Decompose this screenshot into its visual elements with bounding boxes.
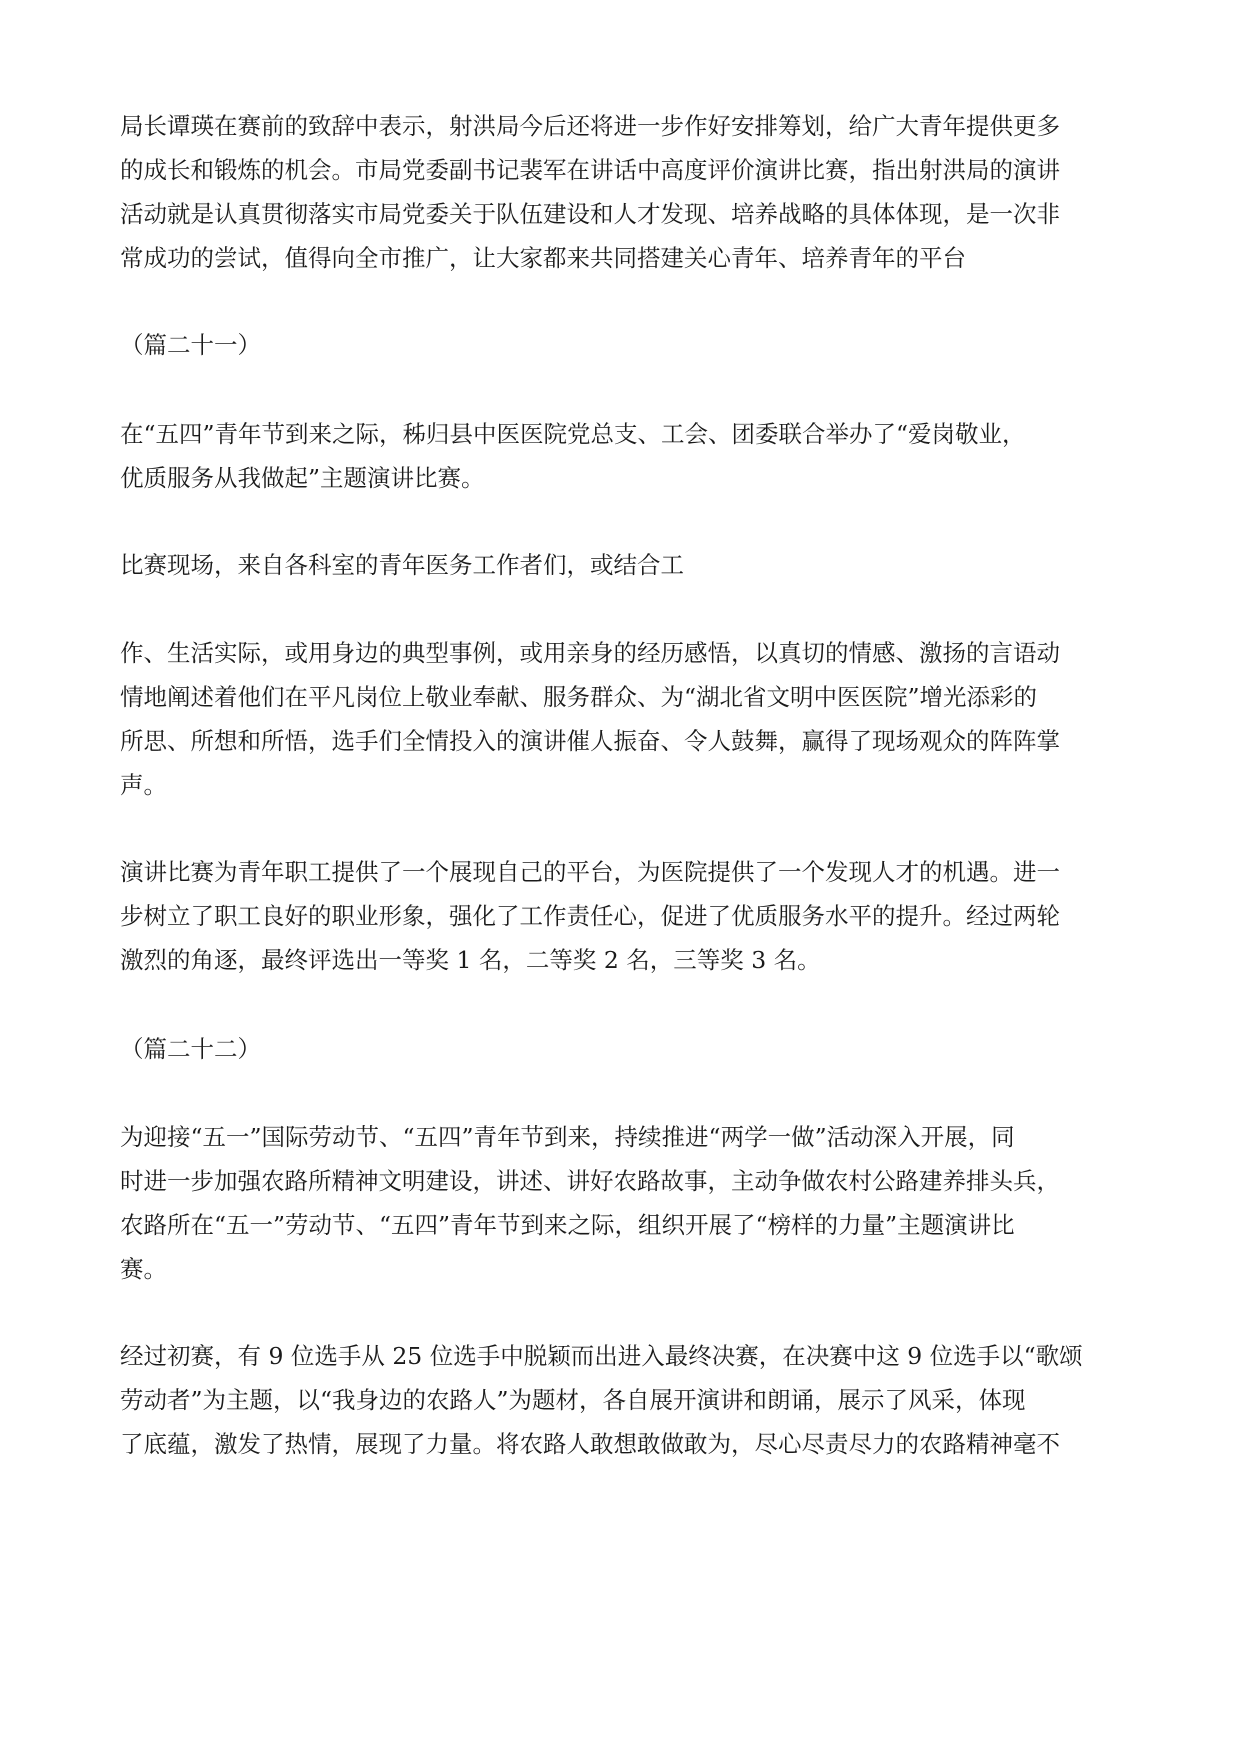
text-line: 常成功的尝试，值得向全市推广，让大家都来共同搭建关心青年、培养青年的平台	[120, 244, 966, 272]
section-heading-22	[120, 1027, 261, 1071]
paragraph-contest-scene	[120, 543, 1124, 587]
heading-text: （篇二十二）	[120, 1035, 261, 1063]
text-line: 步树立了职工良好的职业形象，强化了工作责任心，促进了优质服务水平的提升。经过两轮	[120, 902, 1060, 930]
paragraph-final-round	[120, 1334, 1124, 1466]
text-line: 活动就是认真贯彻落实市局党委关于队伍建设和人才发现、培养战略的具体体现，是一次非	[120, 200, 1060, 228]
text-line: 演讲比赛为青年职工提供了一个展现自己的平台，为医院提供了一个发现人才的机遇。进一	[120, 858, 1060, 886]
text-line: 在“五四”青年节到来之际，秭归县中医医院党总支、工会、团委联合举办了“爱岗敬业，	[120, 420, 1026, 448]
text-line: 了底蕴，激发了热情，展现了力量。将农路人敢想敢做敢为，尽心尽责尽力的农路精神毫不	[120, 1430, 1060, 1458]
paragraph-speech-remarks	[120, 104, 1124, 280]
text-line: 劳动者”为主题，以“我身边的农路人”为题材，各自展开演讲和朗诵，展示了风采，体现	[120, 1386, 1026, 1414]
paragraph-road-office-event	[120, 1115, 1124, 1291]
paragraph-contest-results	[120, 850, 1124, 982]
text-line: 声。	[120, 771, 167, 799]
text-line: 时进一步加强农路所精神文明建设，讲述、讲好农路故事，主动争做农村公路建养排头兵，	[120, 1167, 1060, 1195]
text-line: 情地阐述着他们在平凡岗位上敬业奉献、服务群众、为“湖北省文明中医医院”增光添彩的	[120, 683, 1038, 711]
text-line: 优质服务从我做起”主题演讲比赛。	[120, 464, 485, 492]
text-line: 所思、所想和所悟，选手们全情投入的演讲催人振奋、令人鼓舞，赢得了现场观众的阵阵掌	[120, 727, 1060, 755]
text-line: 作、生活实际，或用身边的典型事例，或用亲身的经历感悟，以真切的情感、激扬的言语动	[120, 639, 1060, 667]
text-line: 的成长和锻炼的机会。市局党委副书记裴军在讲话中高度评价演讲比赛，指出射洪局的演讲	[120, 156, 1060, 184]
section-heading-21	[120, 323, 261, 367]
text-line: 比赛现场，来自各科室的青年医务工作者们，或结合工	[120, 551, 684, 579]
text-line: 局长谭瑛在赛前的致辞中表示，射洪局今后还将进一步作好安排筹划，给广大青年提供更多	[120, 112, 1060, 140]
text-line: 激烈的角逐，最终评选出一等奖 1 名，二等奖 2 名，三等奖 3 名。	[120, 946, 821, 974]
paragraph-hospital-contest	[120, 412, 1124, 500]
heading-text: （篇二十一）	[120, 331, 261, 359]
text-line: 为迎接“五一”国际劳动节、“五四”青年节到来，持续推进“两学一做”活动深入开展，同	[120, 1123, 1015, 1151]
text-line: 赛。	[120, 1255, 167, 1283]
text-line: 农路所在“五一”劳动节、“五四”青年节到来之际，组织开展了“榜样的力量”主题演讲比	[120, 1211, 1015, 1239]
text-line: 经过初赛，有 9 位选手从 25 位选手中脱颖而出进入最终决赛，在决赛中这 9 位选手以“歌颂	[120, 1342, 1083, 1370]
paragraph-contestants	[120, 631, 1124, 807]
